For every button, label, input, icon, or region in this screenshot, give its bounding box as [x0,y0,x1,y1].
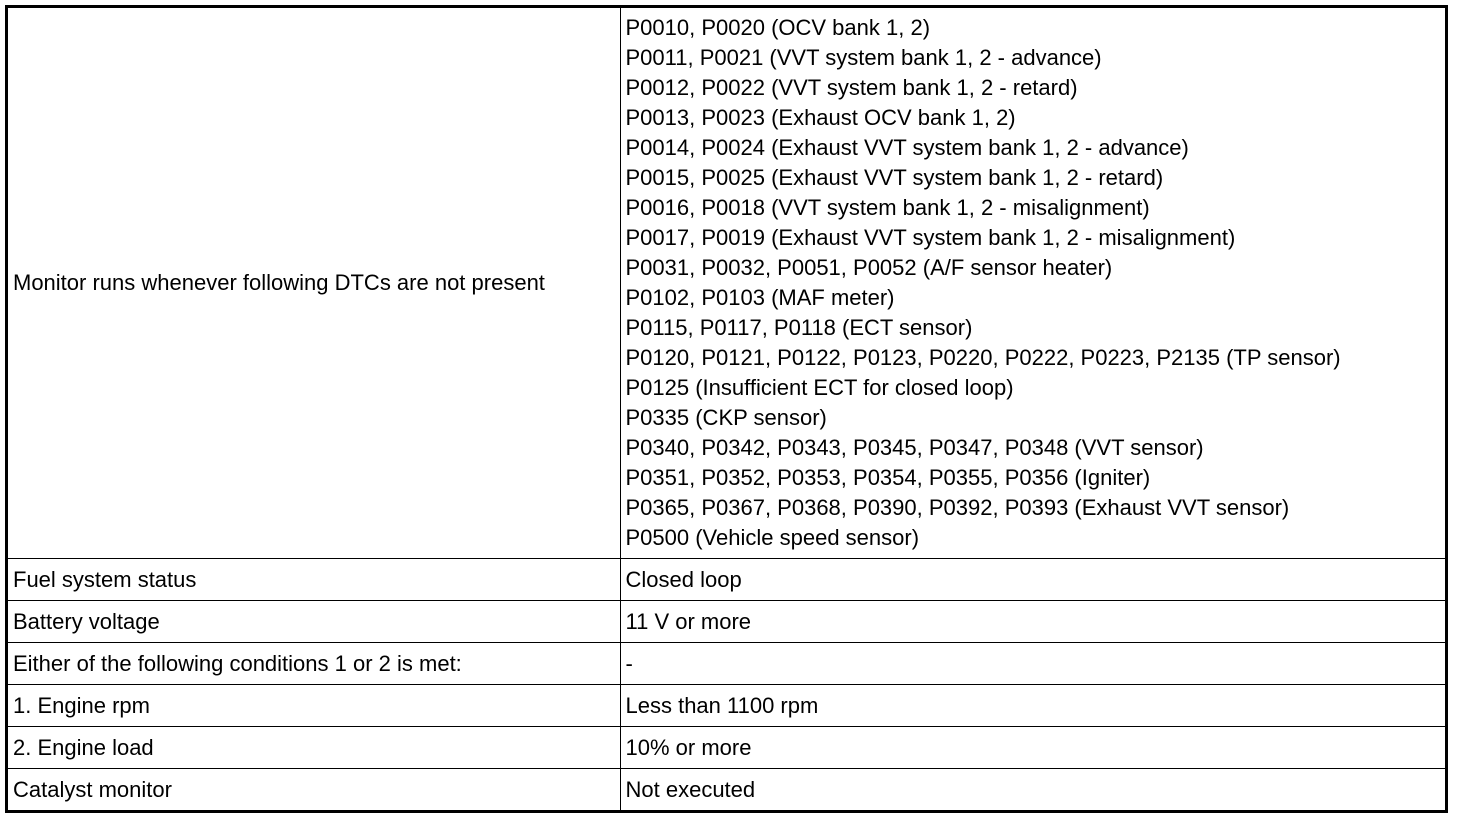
list-item: P0340, P0342, P0343, P0345, P0347, P0348 (VVT sensor) [625,435,1204,460]
list-item: P0013, P0023 (Exhaust OCV bank 1, 2) [625,105,1016,130]
conditions-table-frame [5,5,1448,813]
condition-label: Catalyst monitor [8,769,620,811]
list-item: P0125 (Insufficient ECT for closed loop) [625,375,1014,400]
table-row [8,643,1445,685]
table-row [8,8,1445,559]
table-row [8,685,1445,727]
condition-label: Either of the following conditions 1 or 2 is met: [8,643,620,685]
list-item: P0014, P0024 (Exhaust VVT system bank 1, 2 - advance) [625,135,1189,160]
list-item: P0012, P0022 (VVT system bank 1, 2 - retard) [625,75,1078,100]
condition-value: Closed loop [620,559,1445,601]
list-item: P0500 (Vehicle speed sensor) [625,525,920,550]
dtc-row-label: Monitor runs whenever following DTCs are not present [8,8,620,559]
table-row [8,769,1445,811]
condition-value: Less than 1100 rpm [620,685,1445,727]
condition-value: 11 V or more [620,601,1445,643]
condition-value: - [620,643,1445,685]
list-item: P0010, P0020 (OCV bank 1, 2) [625,15,931,40]
list-item: P0351, P0352, P0353, P0354, P0355, P0356 (Igniter) [625,465,1151,490]
list-item: P0017, P0019 (Exhaust VVT system bank 1, 2 - misalignment) [625,225,1236,250]
condition-label: 1. Engine rpm [8,685,620,727]
dtc-list-cell [620,8,1445,559]
table-row [8,601,1445,643]
list-item: P0115, P0117, P0118 (ECT sensor) [625,315,973,340]
table-row [8,727,1445,769]
list-item: P0016, P0018 (VVT system bank 1, 2 - misalignment) [625,195,1150,220]
list-item: P0120, P0121, P0122, P0123, P0220, P0222, P0223, P2135 (TP sensor) [625,345,1341,370]
list-item: P0102, P0103 (MAF meter) [625,285,895,310]
list-item: P0031, P0032, P0051, P0052 (A/F sensor heater) [625,255,1113,280]
list-item: P0015, P0025 (Exhaust VVT system bank 1, 2 - retard) [625,165,1164,190]
condition-value: Not executed [620,769,1445,811]
dtc-list [626,11,1446,555]
table-row [8,559,1445,601]
condition-label: Fuel system status [8,559,620,601]
list-item: P0365, P0367, P0368, P0390, P0392, P0393 (Exhaust VVT sensor) [625,495,1290,520]
list-item: P0011, P0021 (VVT system bank 1, 2 - advance) [625,45,1102,70]
list-item: P0335 (CKP sensor) [625,405,827,430]
conditions-table [8,8,1445,810]
condition-value: 10% or more [620,727,1445,769]
condition-label: Battery voltage [8,601,620,643]
condition-label: 2. Engine load [8,727,620,769]
